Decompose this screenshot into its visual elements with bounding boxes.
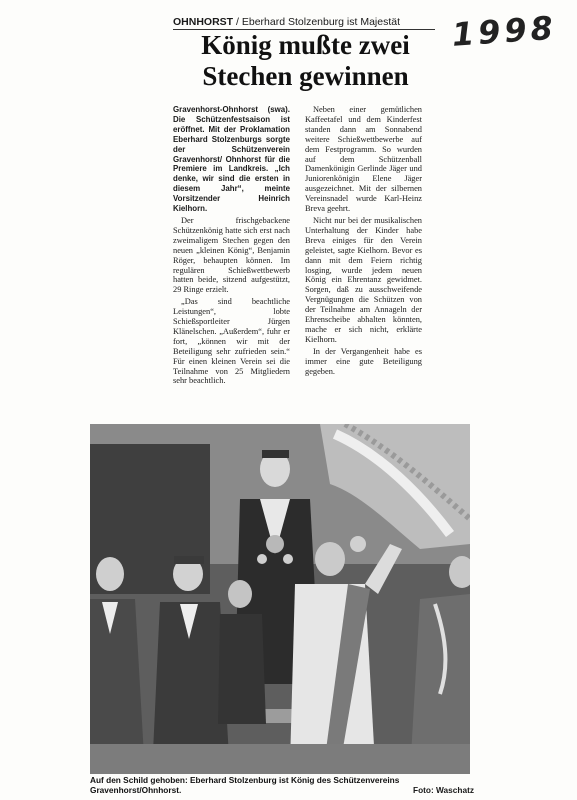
kicker-separator: /: [233, 16, 242, 28]
headline-line-1: König mußte zwei: [201, 30, 410, 60]
photo-illustration: [90, 424, 470, 774]
article-paragraph: „Das sind beachtliche Leistungen“, lobte Schießsportleiter Jürgen Klänelschen. „Außerdem“, fuhr er fort, „können wir mit der Beteiligung sehr zufrieden sein.“ Für einen kleinen Verein sei die Teilnahme von 25 Mitgliedern sehr beachtlich.: [173, 297, 290, 386]
article-paragraph: Der frischgebackene Schützenkönig hatte sich erst nach zweimaligem Stechen gegen den neuen „kleinen König“, Benjamin Röger, behaupten können. Im regulären Schießwettbewerb hatten beide, sitzend aufgestützt, 29 Ringe erzielt.: [173, 215, 290, 295]
handwritten-year: 1998: [450, 8, 559, 54]
article-column-2: [305, 105, 422, 378]
kicker-subject: Eberhard Stolzenburg ist Majestät: [241, 16, 401, 28]
photo-credit: Foto: Waschatz: [413, 785, 474, 795]
photo-caption: Auf den Schild gehoben: Eberhard Stolzenburg ist König des Schützenvereins Gravenhorst/Ohnhorst.: [90, 775, 400, 795]
kicker-location: OHNHORST: [173, 16, 234, 28]
article-paragraph: In der Vergangenheit habe es immer eine gute Beteiligung gegeben.: [305, 346, 422, 376]
headline-line-2: Stechen gewinnen: [202, 61, 409, 91]
article-kicker: [173, 16, 435, 30]
article-lead-paragraph: Gravenhorst-Ohnhorst (swa). Die Schützenfestsaison ist eröffnet. Mit der Proklamation Eberhard Stolzenburgs sorgte der Schützenverein Gravenhorst/ Ohnhorst für die Premiere im Landkreis. „Ich denke, wir sind die ersten in diesem Jahr“, meinte Vorsitzender Heinrich Kielhorn.: [173, 105, 290, 214]
news-photo: [90, 424, 470, 774]
article-column-1: [173, 105, 290, 388]
article-paragraph: Nicht nur bei der musikalischen Unterhaltung der Kinder habe Breva einiges für den Verein geleistet, sagte Kielhorn. Bevor es dann mit dem Feiern richtig losging, wurde jedem neuen König ein Ehrentanz gewidmet. Sorgen, daß zu ausschweifende Vergnügungen die Schützen von der Teilnahme am Annageln der Ehrenscheibe abhalten könnten, mache er sich nicht, erklärte Kielhorn.: [305, 215, 422, 344]
article-headline: [173, 30, 438, 92]
article-paragraph: Neben einer gemütlichen Kaffeetafel und dem Kinderfest standen dann am Sonnabend weitere Schießwettbewerbe auf dem Festprogramm. So wurden auf dem Schützenball Damenkönigin Gerlinde Jäger und Juniorenkönigin Elene Jäger ausgezeichnet. Mit der silbernen Vereinsnadel wurde Karl-Heinz Breva geehrt.: [305, 105, 422, 214]
